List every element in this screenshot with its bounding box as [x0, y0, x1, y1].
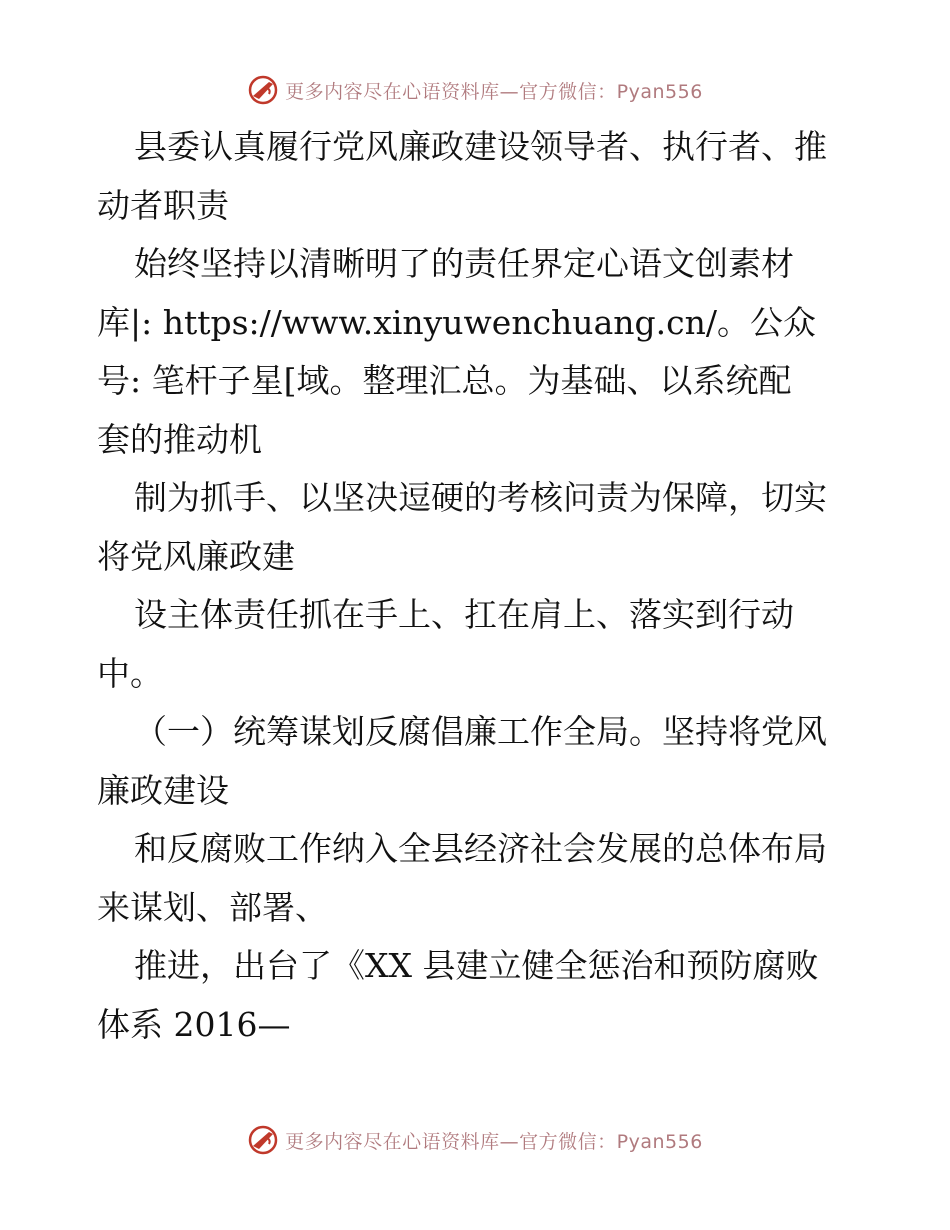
paragraph-line: 县委认真履行党风廉政建设领导者、执行者、推	[134, 127, 827, 166]
pen-circle-logo-icon	[247, 1124, 279, 1156]
paragraph-line: 制为抓手、以坚决逗硬的考核问责为保障，切实	[134, 478, 827, 517]
paragraph-line: 动者职责	[97, 185, 229, 225]
paragraph-line: 推进，出台了《XX 县建立健全惩治和预防腐败	[134, 946, 819, 985]
header-watermark	[0, 70, 950, 110]
paragraph-line: 始终坚持以清晰明了的责任界定心语文创素材	[134, 244, 794, 283]
paragraph-line: 将党风廉政建	[97, 536, 295, 576]
paragraph-line: 廉政建设	[97, 770, 229, 810]
paragraph-line: 套的推动机	[97, 419, 262, 459]
paragraph-line: 体系 2016—	[97, 1004, 291, 1044]
footer-watermark	[0, 1120, 950, 1160]
watermark-text: 更多内容尽在心语资料库—官方微信：Pyan556	[285, 1130, 703, 1153]
pen-circle-logo-icon	[247, 74, 279, 106]
document-body	[97, 118, 877, 1054]
paragraph-line: 设主体责任抓在手上、扛在肩上、落实到行动	[134, 595, 794, 634]
paragraph-line: 来谋划、部署、	[97, 887, 328, 927]
watermark-text: 更多内容尽在心语资料库—官方微信：Pyan556	[285, 80, 703, 103]
paragraph-line: 和反腐败工作纳入全县经济社会发展的总体布局	[134, 829, 827, 868]
paragraph-line: 中。	[97, 653, 163, 693]
paragraph-line: 号: 笔杆子星[域。整理汇总。为基础、以系统配	[97, 361, 792, 400]
paragraph-line: （一）统筹谋划反腐倡廉工作全局。坚持将党风	[134, 712, 827, 751]
paragraph-line: 库|: https://www.xinyuwenchuang.cn/。公众	[97, 302, 816, 342]
